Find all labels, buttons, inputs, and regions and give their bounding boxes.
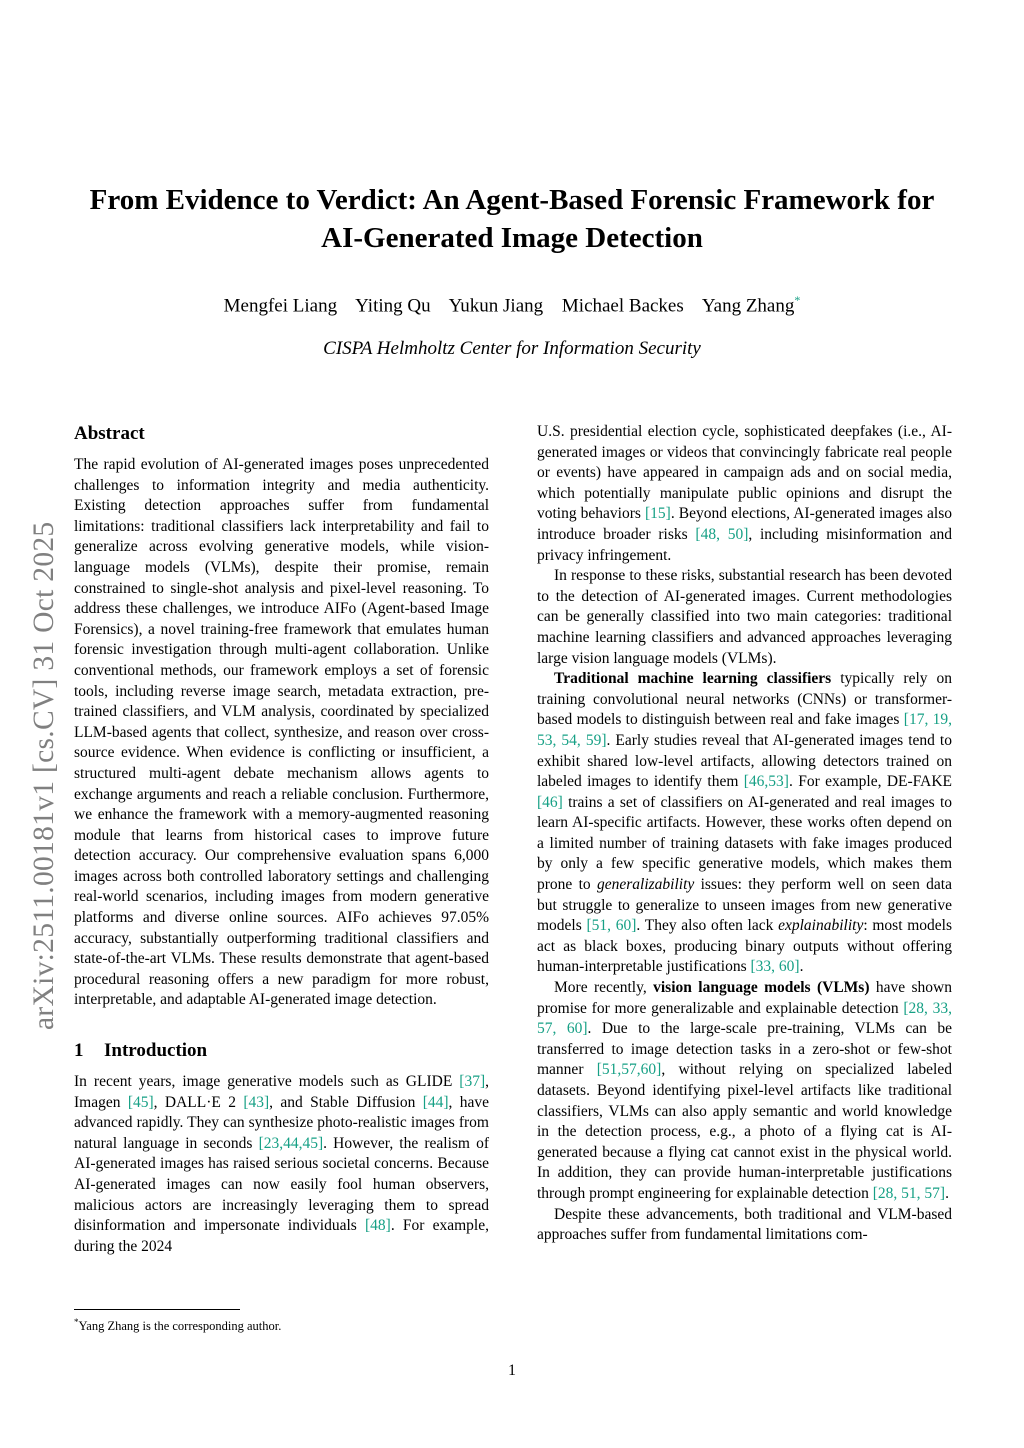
footnote-mark: * [74,1317,79,1327]
title-line-2: AI-Generated Image Detection [321,222,703,254]
author-list [100,288,924,318]
bold-term: vision language models (VLMs) [653,979,870,997]
emphasis: explainability [778,917,864,935]
citation-link[interactable]: [43] [243,1093,270,1111]
citation-link[interactable]: [45] [127,1093,154,1111]
citation-link[interactable]: [51,57,60] [596,1061,662,1079]
citation-link[interactable]: [48] [365,1217,391,1235]
intro-paragraph-1-continued: U.S. presidential election cycle, sophisticated deepfakes (i.e., AI-generated images or videos that convincingly fabricate real people or events) have appeared in campaign ads and on social media, which potentially manipulate public opinions and disrupt the voting behaviors [15]. Beyond elections, AI-generated images also introduce broader risks [48, 50], including misinformation and privacy infringement. [537,423,952,564]
corresponding-author-mark[interactable]: * [794,293,801,307]
intro-paragraph-4: More recently, vision language models (VLMs) have shown promise for more generalizable and explainable detection [28, 33, 57, 60]. Due to the large-scale pre-training, VLMs can be transferred to image detection tasks in a zero-shot or few-shot manner [51,57,60], without relying on specialized labeled datasets. Beyond identifying pixel-level artifacts like traditional classifiers, VLMs can also apply semantic and world knowledge in the detection process, e.g., a photo of a flying cat is AI-generated because a flying cat cannot exist in the physical world. In addition, they can provide human-interpretable justifications through prompt engineering for explainable detection [28, 51, 57]. [537,979,952,1202]
right-column [537,422,952,1246]
footnote-divider [74,1309,240,1310]
intro-paragraph-2: In response to these risks, substantial research has been devoted to the detection of AI-generated images. Current methodologies can be generally classified into two main categories: traditional machine learning classifiers and advanced approaches leveraging large vision language models (VLMs). [537,567,952,667]
bold-term: Traditional machine learning classifiers [554,670,832,688]
abstract-heading: Abstract [74,423,145,444]
arxiv-identifier: arXiv:2511.00181v1 [cs.CV] 31 Oct 2025 [28,521,60,1030]
emphasis: generalizability [596,876,695,894]
author-name: Yukun Jiang [448,295,544,317]
citation-link[interactable]: [46] [537,793,563,811]
introduction-heading [74,1039,489,1063]
title-line-1: From Evidence to Verdict: An Agent-Based Forensic Framework for [89,184,935,216]
abstract-text: The rapid evolution of AI-generated images poses unprecedented challenges to information integrity and media authenticity. Existing detection approaches suffer from fundamental limitations: traditional classifiers lack interpretability and fail to generalize across evolving generative models, while vision-language models (VLMs), despite their promise, remain constrained to single-shot analysis and pixel-level reasoning. To address these challenges, we introduce AIFo (Agent-based Image Forensics), a novel training-free framework that emulates human forensic investigation through multi-agent collaboration. Unlike conventional methods, our framework employs a set of forensic tools, including reverse image search, metadata extraction, pre-trained classifiers, and VLM analysis, coordinated by specialized LLM-based agents that collect, synthesize, and reason over cross-source evidence. When evidence is conflicting or insufficient, a structured multi-agent debate mechanism allows agents to exchange arguments and reach a reliable conclusion. Furthermore, we enhance the framework with a memory-augmented reasoning module that learns from historical cases to improve future detection accuracy. Our comprehensive evaluation spans 6,000 images across both controlled laboratory settings and challenging real-world scenarios, including images from modern generative platforms and diverse online sources. AIFo achieves 97.05% accuracy, substantially outperforming traditional classifiers and state-of-the-art VLMs. These results demonstrate that agent-based procedural reasoning offers a new paradigm for more robust, interpretable, and adaptable AI-generated image detection. [74,456,489,1009]
citation-link[interactable]: [37] [459,1073,486,1091]
citation-link[interactable]: [48, 50] [695,525,749,543]
left-column [74,422,489,1257]
citation-link[interactable]: [28, 33, 57, 60] [537,999,952,1038]
citation-link[interactable]: [17, 19, 53, 54, 59] [537,711,953,749]
citation-link[interactable]: [51, 60] [586,917,637,935]
citation-link[interactable]: [33, 60] [750,958,800,976]
intro-paragraph-3: Traditional machine learning classifiers typically rely on training convolutional neural networks (CNNs) or transformer-based models to distinguish between real and fake images [17, 19, 53, 54, 59]. Early studies reveal that AI-generated images tend to exhibit shared low-level artifacts, allowing detectors trained on labeled images to identify them [46,53]. For example, DE-FAKE [46] trains a set of classifiers on AI-generated and real images to learn AI-specific artifacts. However, these works often depend on a limited number of training datasets with fake images produced by only a few specific generative models, which makes them prone to generalizability issues: they perform well on seen data but struggle to generalize to unseen images from new generative models [51, 60]. They also often lack explainability: most models act as black boxes, producing binary outputs without offering human-interpretable justifications [33, 60]. [537,670,953,976]
page-number: 1 [508,1362,516,1379]
affiliation: CISPA Helmholtz Center for Information Security [323,338,701,359]
section-number: 1 [74,1040,84,1062]
intro-paragraph-5: Despite these advancements, both traditional and VLM-based approaches suffer from fundamental limitations com- [537,1205,952,1244]
author-name: Michael Backes [561,295,684,317]
paper-title [40,181,984,257]
citation-link[interactable]: [44] [422,1093,449,1111]
footnote [74,1314,489,1334]
footnote-text: Yang Zhang is the corresponding author. [78,1319,282,1334]
intro-paragraph-1: In recent years, image generative models such as GLIDE [37], Imagen [45], DALL·E 2 [43], and Stable Diffusion [44], have advanced rapidly. They can synthesize photo-realistic images from natural language in seconds [23,44,45]. However, the realism of AI-generated images has raised serious societal concerns. Because AI-generated images can now easily fool human observers, malicious actors are increasingly leveraging them to spread disinformation and impersonate individuals [48]. For example, during the 2024 [74,1073,490,1255]
citation-link[interactable]: [28, 51, 57] [872,1184,946,1202]
citation-link[interactable]: [46,53] [743,773,789,791]
author-name: Yiting Qu [355,295,431,317]
section-title: Introduction [104,1040,208,1062]
citation-link[interactable]: [23,44,45] [258,1134,324,1152]
author-name: Yang Zhang [701,295,795,317]
author-name: Mengfei Liang [223,295,338,317]
citation-link[interactable]: [15] [645,505,671,523]
